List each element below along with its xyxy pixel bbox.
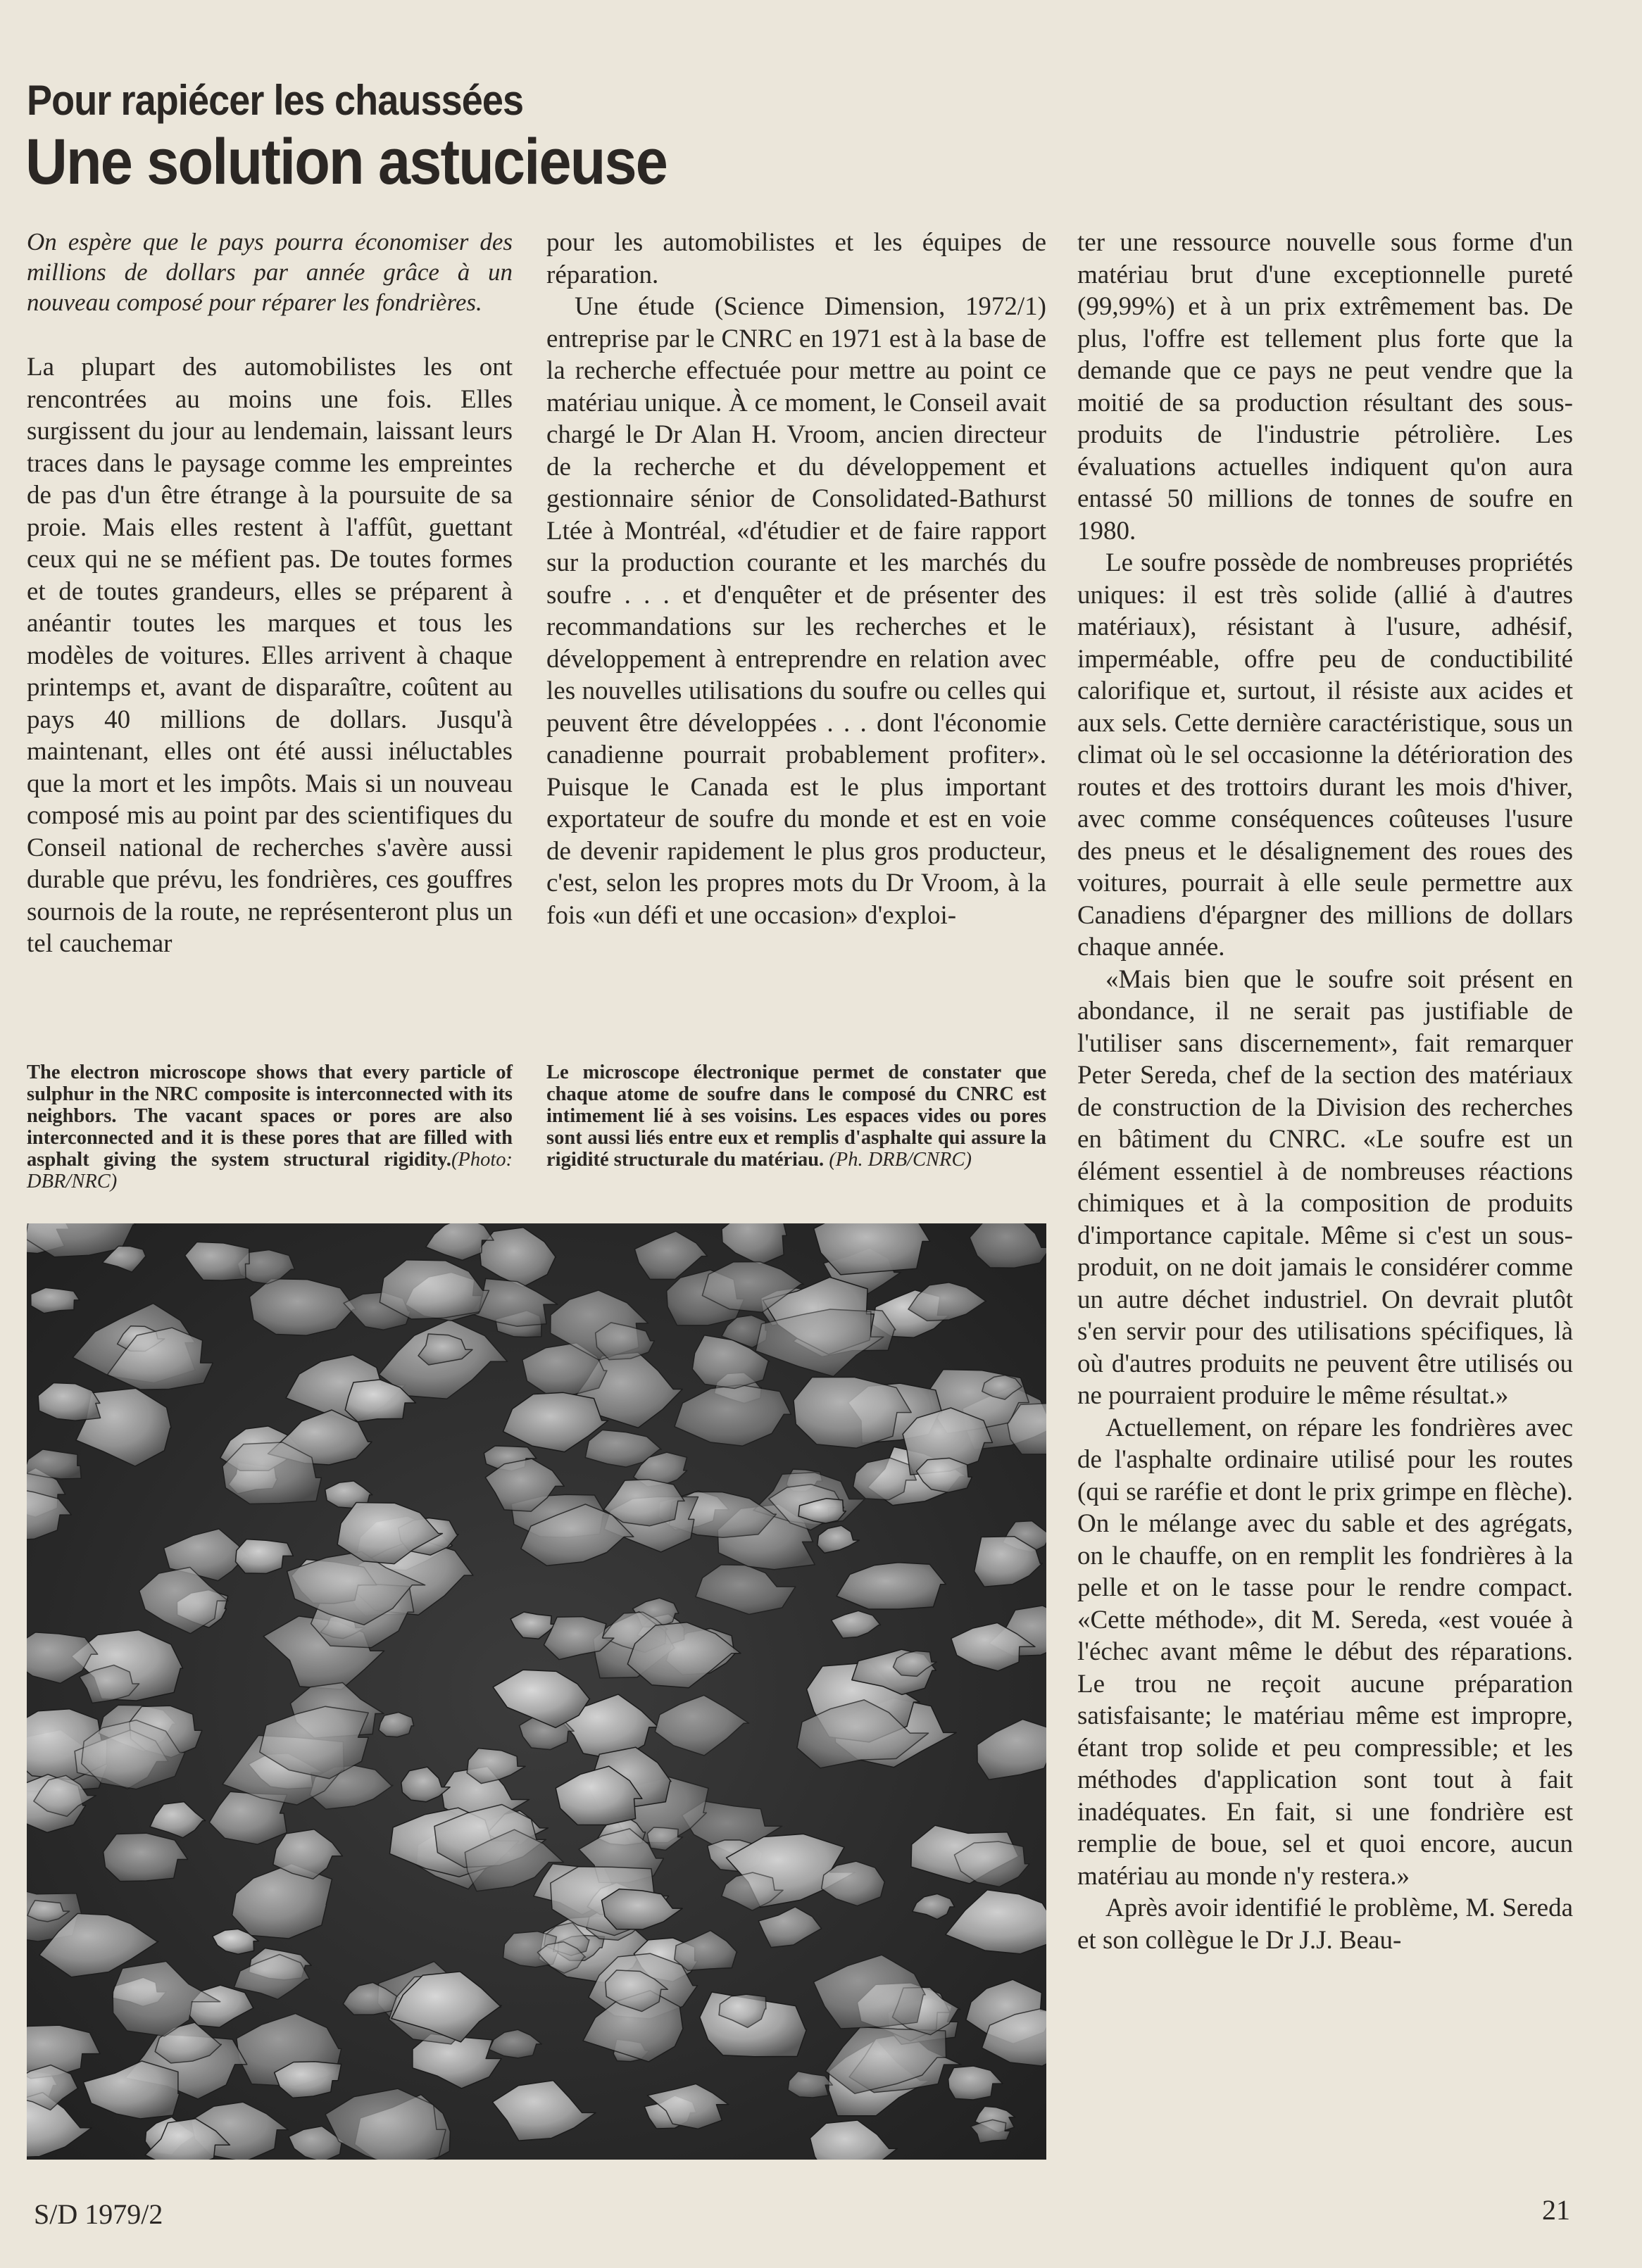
body-paragraph: «Mais bien que le soufre soit présent en abondance, il ne serait pas justifiable de l'utiliser sans discernement», fait remarquer Peter Sereda, chef de la section des matériaux de construction de la Division des recherches en bâtiment du CNRC. «Le soufre est un élément essentiel à de nombreuses réactions chimiques et à la composition de produits d'importance capitale. Même si c'est un sous-produit, on ne doit jamais le considérer comme un autre déchet industriel. On devrait plutôt s'en servir pour des utilisations spécifiques, là où d'autres produits ne peuvent être utilisés ou ne pourraient produire le même résultat.» (1077, 964, 1573, 1410)
body-paragraph: Le soufre possède de nombreuses propriétés uniques: il est très solide (allié à d'autres matériaux), résistant à l'usure, adhésif, imperméable, offre peu de conductibilité calorifique et, surtout, il résiste aux acides et aux sels. Cette dernière caractéristique, sous un climat où le sel occasionne la détérioration des routes et des trottoirs durant les mois d'hiver, avec comme conséquences coûteuses l'usure des pneus et le désalignement des roues des voitures, pourrait à elle seule permettre aux Canadiens d'épargner des millions de dollars chaque année. (1077, 548, 1573, 962)
sulphur-particle (104, 1833, 188, 1881)
body-paragraph: Actuellement, on répare les fondrières avec de l'asphalte ordinaire utilisé pour les routes (qui se raréfie et dont le prix grimpe en flèche). On le mélange avec du sable et des agrégats, on le chauffe, on en remplit les fondrières à la pelle et on le tasse pour le rendre compact. «Cette méthode», dit M. Sereda, «est vouée à l'échec avant même le début des réparations. Le trou ne reçoit aucune préparation satisfaisante; le matériau même est impropre, étant trop solide et peu compressible; et les méthodes d'application sont tout à fait inadéquates. En fait, si une fondrière est remplie de boue, sel et quoi encore, aucun matériau au monde n'y restera.» (1077, 1413, 1573, 1891)
caption-french (546, 1061, 1046, 1171)
column-3 (1077, 227, 1573, 1956)
sulphur-particle (379, 1713, 414, 1737)
micrograph-image (27, 1223, 1046, 2160)
column-2 (546, 227, 1046, 931)
body-paragraph: Une étude (Science Dimension, 1972/1) entreprise par le CNRC en 1971 est à la base de la recherche effectuée pour mettre au point ce matériau unique. À ce moment, le Conseil avait chargé le Dr Alan H. Vroom, ancien directeur de la recherche et du développement et gestionnaire sénior de Consolidated-Bathurst Ltée à Montréal, «d'étudier et de faire rapport sur la production courante et les marchés du soufre . . . et d'enquêter et de présenter des recommandations sur les recherches et le développement à entreprendre en relation avec les nouvelles utilisations du soufre ou celles qui peuvent être développées . . . dont l'économie canadienne pourrait probablement profiter». Puisque le Canada est le plus important exportateur de soufre du monde et est en voie de devenir rapidement le plus gros producteur, c'est, selon les propres mots du Dr Vroom, à la fois «un défi et une occasion» d'exploi- (546, 292, 1046, 930)
photo-credit: (Ph. DRB/CNRC) (829, 1149, 972, 1171)
electron-micrograph-photo (27, 1223, 1046, 2160)
article-headline: Une solution astucieuse (25, 126, 668, 198)
photo-credit: (Photo: DBR/NRC) (27, 1149, 513, 1192)
article-lead: On espère que le pays pourra économiser des millions de dollars par année grâce à un nouveau composé pour réparer les fondrières. (27, 228, 513, 316)
column-1 (27, 227, 513, 960)
body-paragraph: ter une ressource nouvelle sous forme d'un matériau brut d'une exceptionnelle pureté (99,99%) et à un prix extrêmement bas. De plus, l'offre est tellement plus forte que la demande que ce pays ne peut vendre que la moitié de sa production résultant des sous-produits de l'industrie pétrolière. Les évaluations actuelles indiquent qu'on aura entassé 50 millions de tonnes de soufre en 1980. (1077, 228, 1573, 546)
caption-english (27, 1061, 513, 1192)
issue-footer: S/D 1979/2 (34, 2198, 163, 2230)
article-kicker: Pour rapiécer les chaussées (27, 77, 524, 124)
body-paragraph: pour les automobilistes et les équipes de réparation. (546, 228, 1046, 289)
body-paragraph: Après avoir identifié le problème, M. Sereda et son collègue le Dr J.J. Beau- (1077, 1894, 1573, 1955)
page-number: 21 (1542, 2194, 1570, 2226)
body-paragraph: La plupart des automobilistes les ont rencontrées au moins une fois. Elles surgissent du jour au lendemain, laissant leurs traces dans le paysage comme les empreintes de pas d'un être étrange à la poursuite de sa proie. Mais elles restent à l'affût, guettant ceux qui ne se méfient pas. De toutes formes et de toutes grandeurs, elles se préparent à anéantir toutes les marques et tous les modèles de voitures. Elles arrivent à chaque printemps et, avant de disparaître, coûtent au pays 40 millions de dollars. Jusqu'à maintenant, elles ont été aussi inéluctables que la mort et les impôts. Mais si un nouveau composé mis au point par des scientifiques du Conseil national de recherches s'avère aussi durable que prévu, les fondrières, ces gouffres sournois de la route, ne représenteront plus un tel cauchemar (27, 353, 513, 958)
caption-text: The electron microscope shows that every particle of sulphur in the NRC composite is interconnected with its neighbors. The vacant spaces or pores are also interconnected and it is these pores that are filled with asphalt giving the system structural rigidity. (27, 1061, 513, 1171)
caption-text: Le microscope électronique permet de constater que chaque atome de soufre dans le composé du CNRC est intimement lié à ses voisins. Les espaces vides ou pores sont aussi liés entre eux et remplis d'asphalte qui assure la rigidité structurale du matériau. (546, 1061, 1046, 1171)
sulphur-particle (31, 1287, 80, 1313)
